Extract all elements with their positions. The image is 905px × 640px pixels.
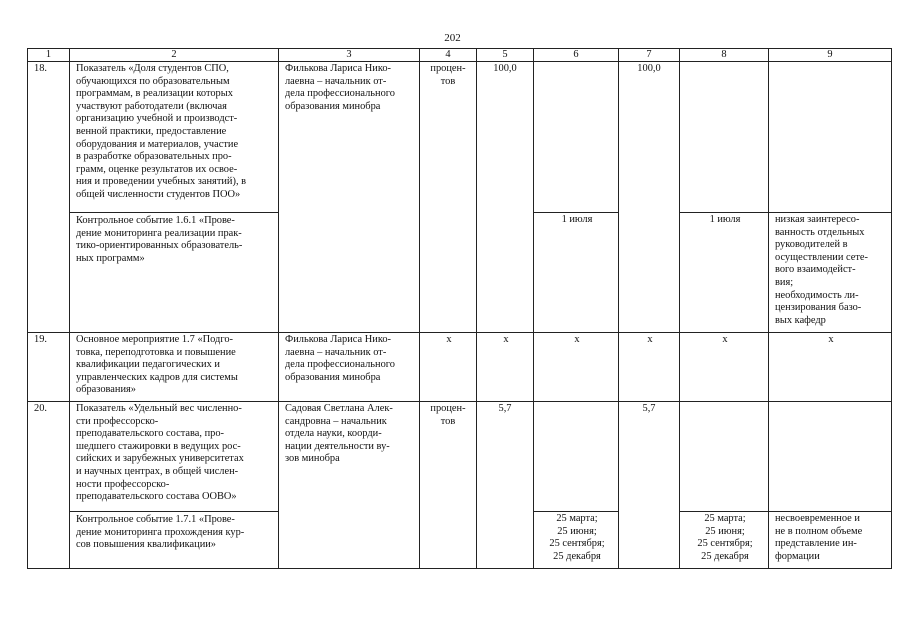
value-cell-6: x bbox=[534, 333, 619, 402]
event-date-cell-8: 1 июля bbox=[680, 213, 769, 333]
column-number-header bbox=[28, 49, 892, 62]
unit-cell: x bbox=[420, 333, 477, 402]
table-row bbox=[28, 402, 892, 512]
indicator-name: Показатель «Доля студентов СПО, обучающихся по образовательным программам, в реализации которых участвуют работодатели (включая организацию учебной и производст- венной практики, предоставление оборудования и материалов, участие в разработке образовательных про- грамм, оценке результатов их освое- ния и проведении учебных занятий), в общей численности студентов ПОО» bbox=[70, 62, 279, 213]
event-date-cell-8: 25 марта; 25 июня; 25 сентября; 25 декабря bbox=[680, 512, 769, 569]
row-number: 18. bbox=[28, 62, 70, 333]
value-cell-7: x bbox=[619, 333, 680, 402]
event-date-cell-6: 1 июля bbox=[534, 213, 619, 333]
value-cell-8: x bbox=[680, 333, 769, 402]
row-number: 19. bbox=[28, 333, 70, 402]
value-cell-8 bbox=[680, 402, 769, 512]
responsible-person: Садовая Светлана Алек- сандровна – начальник отдела науки, коорди- нации деятельности ву- зов минобра bbox=[279, 402, 420, 569]
column-header: 7 bbox=[619, 49, 680, 62]
value-cell-5: 100,0 bbox=[477, 62, 534, 333]
value-cell-8 bbox=[680, 62, 769, 213]
column-header: 6 bbox=[534, 49, 619, 62]
column-header: 1 bbox=[28, 49, 70, 62]
column-header: 9 bbox=[769, 49, 892, 62]
indicator-name: Показатель «Удельный вес численно- сти профессорско- преподавательского состава, про- шедшего стажировки в ведущих рос- сийских и зарубежных университетах и научных центрах, в общей числен- ности профессорско- преподавательского состава ООВО» bbox=[70, 402, 279, 512]
event-date-cell-6: 25 марта; 25 июня; 25 сентября; 25 декабря bbox=[534, 512, 619, 569]
column-header: 5 bbox=[477, 49, 534, 62]
responsible-person: Филькова Лариса Нико- лаевна – начальник от- дела профессионального образования минобра bbox=[279, 333, 420, 402]
value-cell-9 bbox=[769, 62, 892, 213]
value-cell-7: 100,0 bbox=[619, 62, 680, 333]
column-header: 3 bbox=[279, 49, 420, 62]
row-number: 20. bbox=[28, 402, 70, 569]
event-risk-cell-9: низкая заинтересо- ванность отдельных руководителей в осуществлении сете- вого взаимодейст- вия; необходимость ли- цензирования базо- вых кафедр bbox=[769, 213, 892, 333]
column-header: 2 bbox=[70, 49, 279, 62]
value-cell-5: 5,7 bbox=[477, 402, 534, 569]
value-cell-6 bbox=[534, 402, 619, 512]
page-number: 202 bbox=[444, 32, 461, 44]
event-risk-cell-9: несвоевременное и не в полном объеме представление ин- формации bbox=[769, 512, 892, 569]
value-cell-9: x bbox=[769, 333, 892, 402]
value-cell-9 bbox=[769, 402, 892, 512]
responsible-person: Филькова Лариса Нико- лаевна – начальник от- дела профессионального образования минобра bbox=[279, 62, 420, 333]
value-cell-5: x bbox=[477, 333, 534, 402]
table-row bbox=[28, 333, 892, 402]
unit-cell: процен- тов bbox=[420, 402, 477, 569]
unit-cell: процен- тов bbox=[420, 62, 477, 333]
control-event-name: Контрольное событие 1.7.1 «Прове- дение мониторинга прохождения кур- сов повышения квалификации» bbox=[70, 512, 279, 569]
value-cell-6 bbox=[534, 62, 619, 213]
indicator-name: Основное мероприятие 1.7 «Подго- товка, переподготовка и повышение квалификации педагогических и управленческих кадров для системы образования» bbox=[70, 333, 279, 402]
document-table bbox=[27, 48, 892, 569]
control-event-name: Контрольное событие 1.6.1 «Прове- дение мониторинга реализации прак- тико-ориентированных образователь- ных программ» bbox=[70, 213, 279, 333]
table-row bbox=[28, 62, 892, 213]
column-header: 4 bbox=[420, 49, 477, 62]
column-header: 8 bbox=[680, 49, 769, 62]
value-cell-7: 5,7 bbox=[619, 402, 680, 569]
